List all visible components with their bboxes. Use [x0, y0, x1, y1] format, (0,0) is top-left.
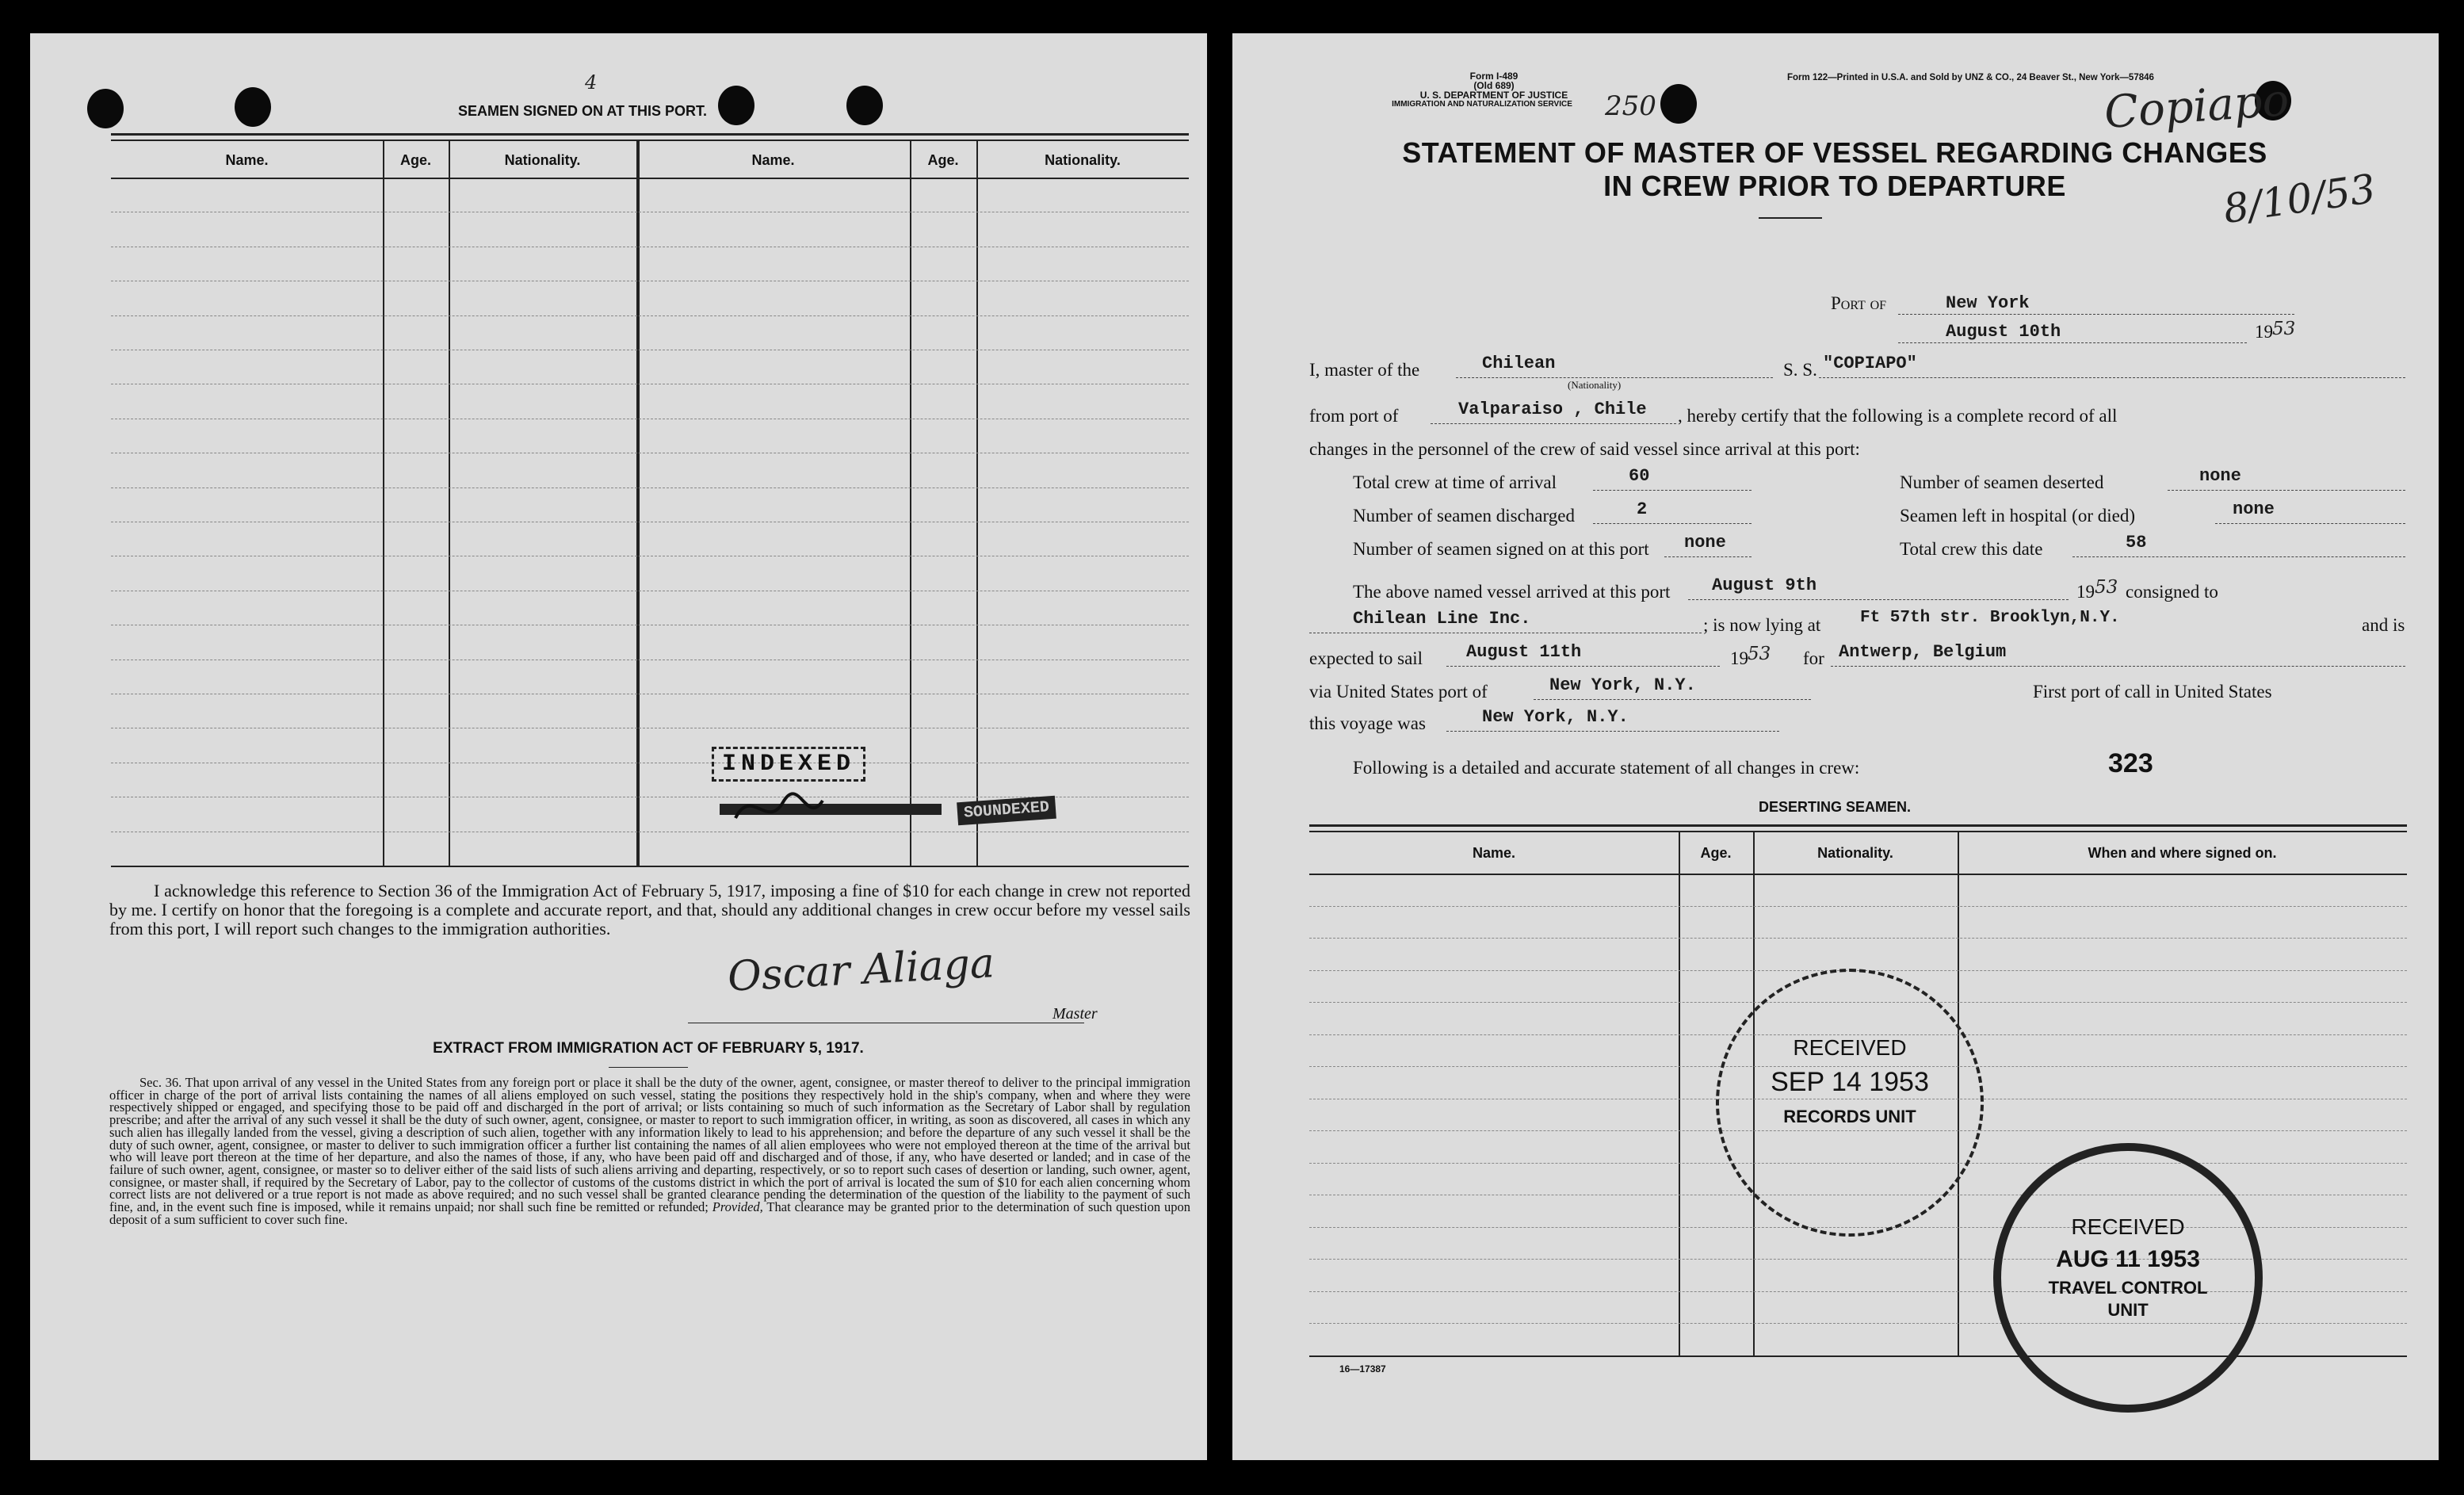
acknowledgement-text: I acknowledge this reference to Section 36 of the Immigration Act of February 5, 1917, imposing a fine of $10 for each change in crew not reported by me. I certify on honor that the foregoing is a complete and accurate report, and that, should any additional changes in crew occur before my vessel sails from this port, I will report such changes to the immigration authorities.	[109, 881, 1190, 939]
fill-line	[1688, 599, 2069, 600]
title-underline	[609, 1067, 688, 1068]
signed-on-label: Number of seamen signed on at this port	[1353, 539, 1649, 559]
form-scrawl: 250	[1605, 90, 1656, 122]
following-text: Following is a detailed and accurate statement of all changes in crew:	[1353, 758, 1860, 778]
service: IMMIGRATION AND NATURALIZATION SERVICE	[1392, 100, 1572, 109]
punch-hole	[1660, 84, 1697, 124]
table-top-rule	[1309, 831, 2407, 832]
column-divider	[383, 140, 384, 866]
ss-label: S. S.	[1783, 360, 1817, 380]
header-rule	[1309, 874, 2407, 875]
stamp-date: SEP 14 1953	[1771, 1067, 1929, 1097]
soundexed-stamp: SOUNDEXED	[957, 796, 1056, 826]
voyage-label: this voyage was	[1309, 713, 1426, 733]
stamp-unit: TRAVEL CONTROL	[2048, 1278, 2208, 1298]
first-port: New York, N.Y.	[1482, 707, 1629, 727]
fill-line	[1456, 377, 1773, 378]
fill-line	[1593, 490, 1752, 491]
table-row	[1309, 906, 2407, 907]
deserted-label: Number of seamen deserted	[1900, 472, 2104, 492]
via-label: via United States port of	[1309, 682, 1488, 702]
header-scrawl: 4	[585, 71, 598, 94]
fill-line	[1593, 523, 1752, 524]
column-divider	[976, 140, 978, 866]
column-divider	[449, 140, 450, 866]
arrived-label: The above named vessel arrived at this port	[1353, 582, 1671, 602]
stamp-unit-2: UNIT	[2107, 1300, 2149, 1320]
hospital-label: Seamen left in hospital (or died)	[1900, 506, 2136, 526]
fill-line	[1831, 666, 2405, 667]
department: U. S. DEPARTMENT OF JUSTICE	[1419, 90, 1568, 101]
certify-text-2: changes in the personnel of the crew of said vessel since arrival at this port:	[1309, 439, 1860, 459]
discharged-label: Number of seamen discharged	[1353, 506, 1575, 526]
arrived-year: 53	[2095, 577, 2118, 598]
sail-year-prefix: 19	[1730, 648, 1748, 668]
arrived-date: August 9th	[1712, 575, 1817, 595]
master-of-label: I, master of the	[1309, 360, 1420, 380]
provided-word: Provided,	[712, 1199, 763, 1215]
total-crew-date-label: Total crew this date	[1900, 539, 2043, 559]
fill-line	[1819, 377, 2405, 378]
year-value: 53	[2272, 319, 2296, 339]
column-divider	[636, 140, 640, 866]
punch-hole	[235, 87, 271, 127]
stamp-unit: RECORDS UNIT	[1783, 1107, 1916, 1126]
port-of-label: Port of	[1831, 293, 1887, 313]
table-bottom-rule	[1309, 1355, 2407, 1357]
expected-label: expected to sail	[1309, 648, 1423, 668]
col-nationality: Nationality.	[1045, 152, 1121, 168]
fill-line	[2168, 490, 2405, 491]
left-page	[30, 33, 1207, 1460]
fill-line	[1898, 314, 2294, 315]
initials-scrawl	[720, 786, 949, 834]
col-name: Name.	[751, 152, 795, 168]
port-of-value: New York	[1946, 293, 2030, 313]
fill-line	[1534, 699, 1811, 700]
section-tail: That clearance may be granted prior to the determination of such question upon deposit of a sum sufficient to cover such fine.	[109, 1199, 1191, 1227]
table-top-rule	[111, 133, 1189, 136]
lying-label: ; is now lying at	[1703, 615, 1821, 635]
travel-control-stamp	[1993, 1143, 2263, 1413]
total-crew-arrival-label: Total crew at time of arrival	[1353, 472, 1557, 492]
year-prefix: 19	[2255, 322, 2273, 342]
fill-line	[2072, 556, 2405, 557]
col-age: Age.	[927, 152, 959, 168]
table-top-rule	[1309, 824, 2407, 827]
from-port-value: Valparaiso , Chile	[1458, 400, 1647, 419]
arrived-year-prefix: 19	[2076, 582, 2095, 602]
table-row	[111, 315, 1189, 316]
destination: Antwerp, Belgium	[1839, 642, 2007, 662]
sail-date: August 11th	[1466, 642, 1582, 662]
handwritten-ship-name: Copiapo	[2103, 74, 2291, 140]
stamped-number: 323	[2108, 748, 2153, 778]
signed-on-value: none	[1684, 533, 1726, 552]
records-unit-stamp	[1716, 969, 1984, 1237]
form-number: Form I-489	[1469, 71, 1519, 82]
table-top-rule	[111, 140, 1189, 141]
master-signature: Oscar Aliaga	[726, 939, 996, 1001]
fill-line	[1446, 731, 1779, 732]
total-crew-arrival-value: 60	[1629, 466, 1650, 486]
hospital-value: none	[2233, 499, 2275, 519]
fill-line	[1446, 666, 1720, 667]
deserting-title: DESERTING SEAMEN.	[1758, 799, 1912, 815]
form-title-line2: IN CREW PRIOR TO DEPARTURE	[1603, 170, 2066, 202]
fill-line	[1431, 423, 1676, 424]
indexed-label: INDEXED	[712, 747, 865, 782]
column-divider	[1679, 831, 1680, 1355]
consignee: Chilean Line Inc.	[1353, 609, 1531, 629]
title-underline	[1759, 217, 1822, 219]
section-36-text	[109, 1076, 1190, 1225]
header-rule	[111, 178, 1189, 179]
fill-line	[1664, 556, 1752, 557]
from-port-label: from port of	[1309, 406, 1399, 426]
section-body: That upon arrival of any vessel in the United States from any foreign port or place it shall be the duty of the owner, agent, consignee, or master thereof to deliver to the principal immigration officer in charge of the port of arrival lists containing the names of all aliens employed on such vessel, stating the positions they respectively hold in the ship's company, when and where they were respectively shipped or engaged, and specifying those to be paid off and discharged in the port of arrival; or lists containing so much of such information as the Secretary of Labor shall by regulation prescribe; and after the arrival of any such vessel it shall be the duty of such owner, agent, consignee, or master to report to such immigration officer, in writing, as soon as discovered, all cases in which any such alien has illegally landed from the vessel, giving a description of such alien, together with any information likely to lead to his apprehension; and before the departure of any such vessel it shall be the duty of such owner, agent, consignee, or master to deliver to such immigration officer a further list containing the names of all alien employees who were not employed thereon at the time of the arrival but who will leave port thereon at the time of her departure, and also the names of those, if any, who have been paid off and discharged and of those, if any, who have deserted or landed; and in case of the failure of such owner, agent, consignee, or master so to deliver either of the said lists of such aliens arriving and departing, respectively, or so to report such cases of desertion or landing, such owner, agent, consignee, or master shall, if required by the Secretary of Labor, pay to the collector of customs of the customs district in which the port of arrival is located the sum of $10 for each alien concerning whom correct lists are not delivered or a true report is not made as above required; and no such vessel shall be granted clearance pending the determination of the question of the liability to the payment of such fine, and, in the event such fine is imposed, while it remains unpaid; nor shall such fine be remitted or refunded;	[109, 1075, 1191, 1215]
sail-year: 53	[1748, 644, 1771, 664]
consigned-label: consigned to	[2126, 582, 2218, 602]
via-port: New York, N.Y.	[1549, 675, 1696, 695]
printer-note: Form 122—Printed in U.S.A. and Sold by UNZ & CO., 24 Beaver St., New York—57846	[1787, 73, 2154, 82]
col-name: Name.	[225, 152, 269, 168]
section-label: Sec. 36.	[139, 1075, 182, 1090]
lying-at: Ft 57th str. Brooklyn,N.Y.	[1860, 609, 2120, 627]
extract-title: EXTRACT FROM IMMIGRATION ACT OF FEBRUARY 5, 1917.	[433, 1040, 864, 1057]
col-age: Age.	[1700, 845, 1732, 861]
table-bottom-rule	[111, 866, 1189, 867]
form-title-line1: STATEMENT OF MASTER OF VESSEL REGARDING CHANGES	[1402, 136, 2267, 169]
col-name: Name.	[1472, 845, 1516, 861]
stamp-date: AUG 11 1953	[2056, 1246, 2200, 1272]
fill-line	[2215, 523, 2405, 524]
ship-name: "COPIAPO"	[1823, 354, 1917, 373]
col-when-where: When and where signed on.	[2088, 845, 2277, 861]
table-row	[1309, 938, 2407, 939]
footer-code: 16—17387	[1339, 1363, 1386, 1375]
punch-hole	[87, 89, 124, 128]
stamp-received: RECEIVED	[2071, 1214, 2185, 1239]
col-nationality: Nationality.	[1817, 845, 1893, 861]
and-is: and is	[2362, 615, 2405, 635]
table-title: SEAMEN SIGNED ON AT THIS PORT.	[458, 103, 708, 119]
form-old: (Old 689)	[1473, 80, 1515, 91]
first-port-label: First port of call in United States	[2033, 682, 2272, 702]
certify-text: , hereby certify that the following is a complete record of all	[1678, 406, 2118, 426]
discharged-value: 2	[1637, 499, 1648, 519]
indexed-stamp	[712, 747, 949, 842]
col-age: Age.	[399, 152, 431, 168]
signature-role: Master	[1052, 1005, 1098, 1023]
handwritten-date: 8/10/53	[2220, 165, 2378, 233]
form-block	[1392, 71, 1573, 109]
deserted-value: none	[2199, 466, 2241, 486]
total-crew-date-value: 58	[2126, 533, 2147, 552]
fill-line	[1898, 342, 2247, 343]
date-value: August 10th	[1946, 322, 2061, 342]
nationality-caption: (Nationality)	[1568, 379, 1622, 391]
nationality-value: Chilean	[1482, 354, 1556, 373]
stamp-received: RECEIVED	[1793, 1035, 1907, 1060]
col-nationality: Nationality.	[504, 152, 581, 168]
right-page	[1232, 33, 2439, 1460]
for-label: for	[1803, 648, 1824, 668]
